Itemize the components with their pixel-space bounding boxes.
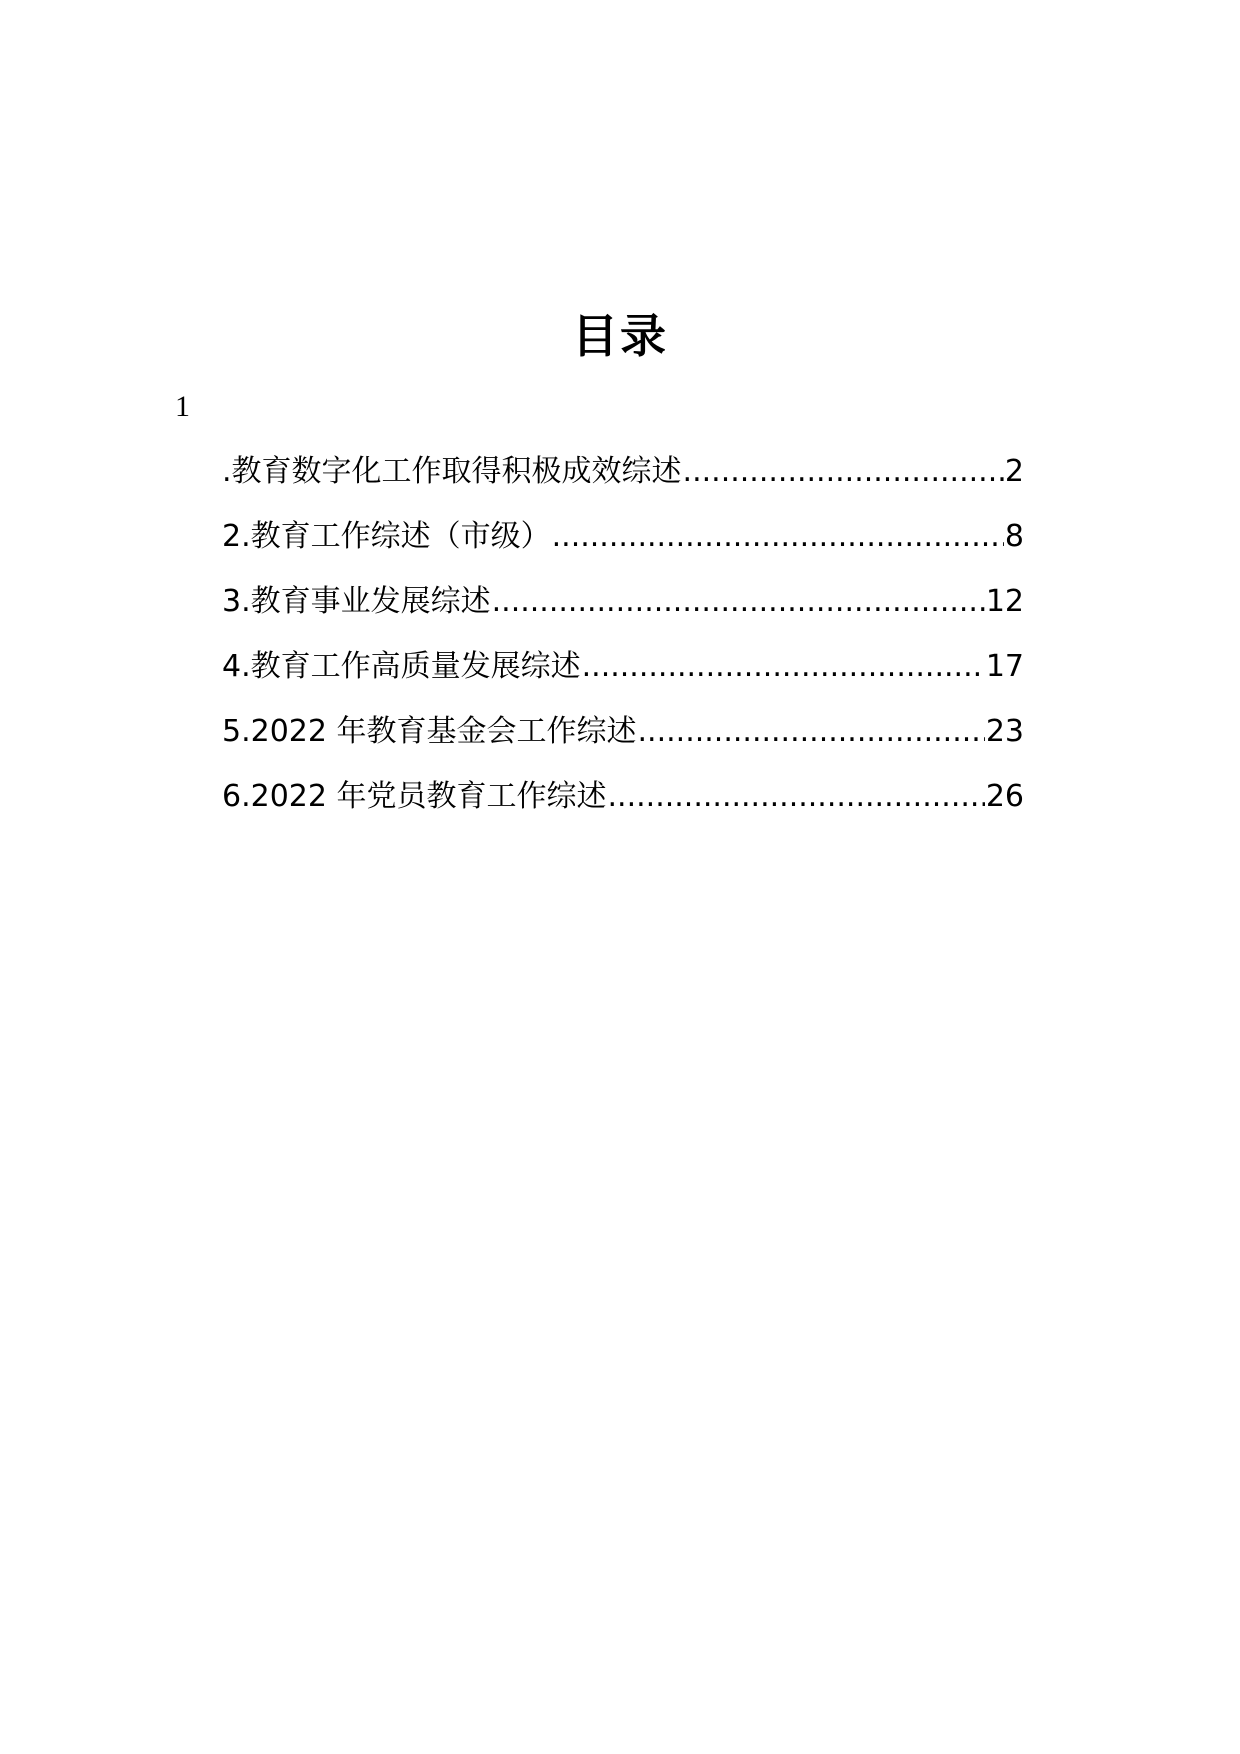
- toc-leader-dots: [608, 777, 985, 817]
- toc-entry-text: .教育数字化工作取得积极成效综述: [222, 454, 682, 489]
- toc-entry[interactable]: [222, 647, 1024, 712]
- toc-leader-dots: [638, 712, 985, 752]
- page-title: 目录: [572, 309, 668, 363]
- toc-leader-dots: [552, 517, 1004, 557]
- toc-entry-text: 4.教育工作高质量发展综述: [222, 649, 581, 684]
- toc-entry-text: 5.2022 年教育基金会工作综述: [222, 714, 637, 749]
- toc-entry-text: 2.教育工作综述（市级）: [222, 519, 551, 554]
- toc-leader-dots: [492, 582, 985, 622]
- toc-entry[interactable]: [222, 777, 1024, 842]
- toc-entry[interactable]: [222, 517, 1024, 582]
- toc-page-number: 2: [1004, 454, 1024, 489]
- toc-page-number: 23: [985, 714, 1024, 749]
- toc-entry-text: 6.2022 年党员教育工作综述: [222, 779, 607, 814]
- toc-page-number: 8: [1004, 519, 1024, 554]
- toc-leader-dots: [683, 452, 1004, 492]
- toc-leader-dots: [582, 647, 985, 687]
- toc-entry[interactable]: [222, 582, 1024, 647]
- table-of-contents: [222, 452, 1024, 842]
- stray-number: 1: [175, 390, 190, 423]
- toc-page-number: 26: [985, 779, 1024, 814]
- toc-entry-text: 3.教育事业发展综述: [222, 584, 491, 619]
- toc-entry[interactable]: [222, 712, 1024, 777]
- toc-page-number: 12: [985, 584, 1024, 619]
- toc-entry[interactable]: [222, 452, 1024, 517]
- toc-page-number: 17: [985, 649, 1024, 684]
